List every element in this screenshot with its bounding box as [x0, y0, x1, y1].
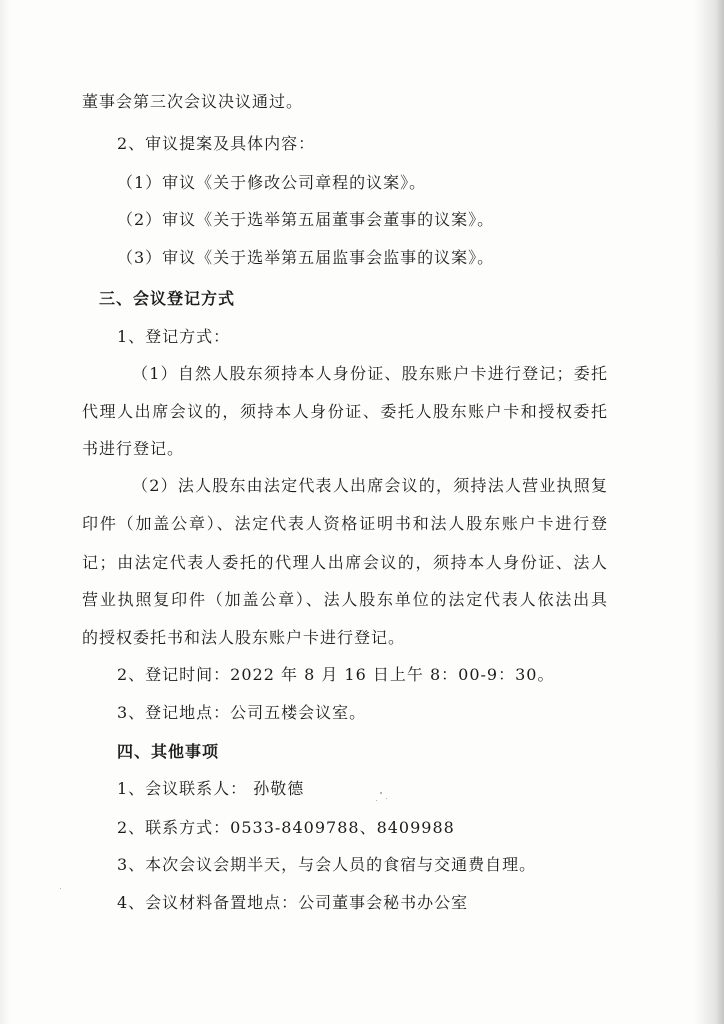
- scan-right-edge: [694, 0, 724, 1024]
- list-item: 3、本次会议会期半天，与会人员的食宿与交通费自理。: [117, 855, 537, 874]
- scan-speck: [376, 800, 377, 801]
- paragraph-line: 营业执照复印件（加盖公章）、法人股东单位的法定代表人依法出具: [82, 590, 608, 609]
- paragraph-line: 印件（加盖公章）、法定代表人资格证明书和法人股东账户卡进行登: [82, 514, 608, 533]
- item-heading: 2、审议提案及具体内容：: [117, 134, 316, 153]
- paragraph-line: （2）法人股东由法定代表人出席会议的，须持法人营业执照复: [132, 476, 608, 495]
- scan-left-edge: [0, 0, 10, 1024]
- scan-speck: [386, 798, 387, 799]
- paragraph-line: 代理人出席会议的，须持本人身份证、委托人股东账户卡和授权委托: [82, 402, 608, 421]
- registration-time: 2、登记时间：2022 年 8 月 16 日上午 8：00-9：30。: [117, 665, 555, 684]
- paragraph-line: 书进行登记。: [82, 439, 185, 458]
- list-item: （3）审议《关于选举第五届监事会监事的议案》。: [117, 248, 495, 267]
- section-heading: 四、其他事项: [117, 742, 220, 761]
- item-heading: 1、登记方式：: [117, 327, 231, 346]
- list-item: （2）审议《关于选举第五届董事会董事的议案》。: [117, 210, 495, 229]
- paragraph-line: 记；由法定代表人委托的代理人出席会议的，须持本人身份证、法人: [82, 553, 608, 572]
- list-item: 4、会议材料备置地点：公司董事会秘书办公室: [117, 893, 469, 912]
- paragraph-line: 董事会第三次会议决议通过。: [82, 92, 304, 111]
- paragraph-line: 的授权委托书和法人股东账户卡进行登记。: [82, 628, 406, 647]
- scan-speck: [60, 888, 61, 889]
- paragraph-line: （1）自然人股东须持本人身份证、股东账户卡进行登记；委托: [132, 364, 608, 383]
- registration-location: 3、登记地点：公司五楼会议室。: [117, 703, 367, 722]
- list-item: （1）审议《关于修改公司章程的议案》。: [117, 173, 427, 192]
- section-heading: 三、会议登记方式: [99, 289, 236, 308]
- scan-speck: [380, 792, 382, 794]
- contact-person: 1、会议联系人： 孙敬德: [117, 779, 305, 798]
- contact-phone: 2、联系方式：0533-8409788、8409988: [117, 818, 455, 837]
